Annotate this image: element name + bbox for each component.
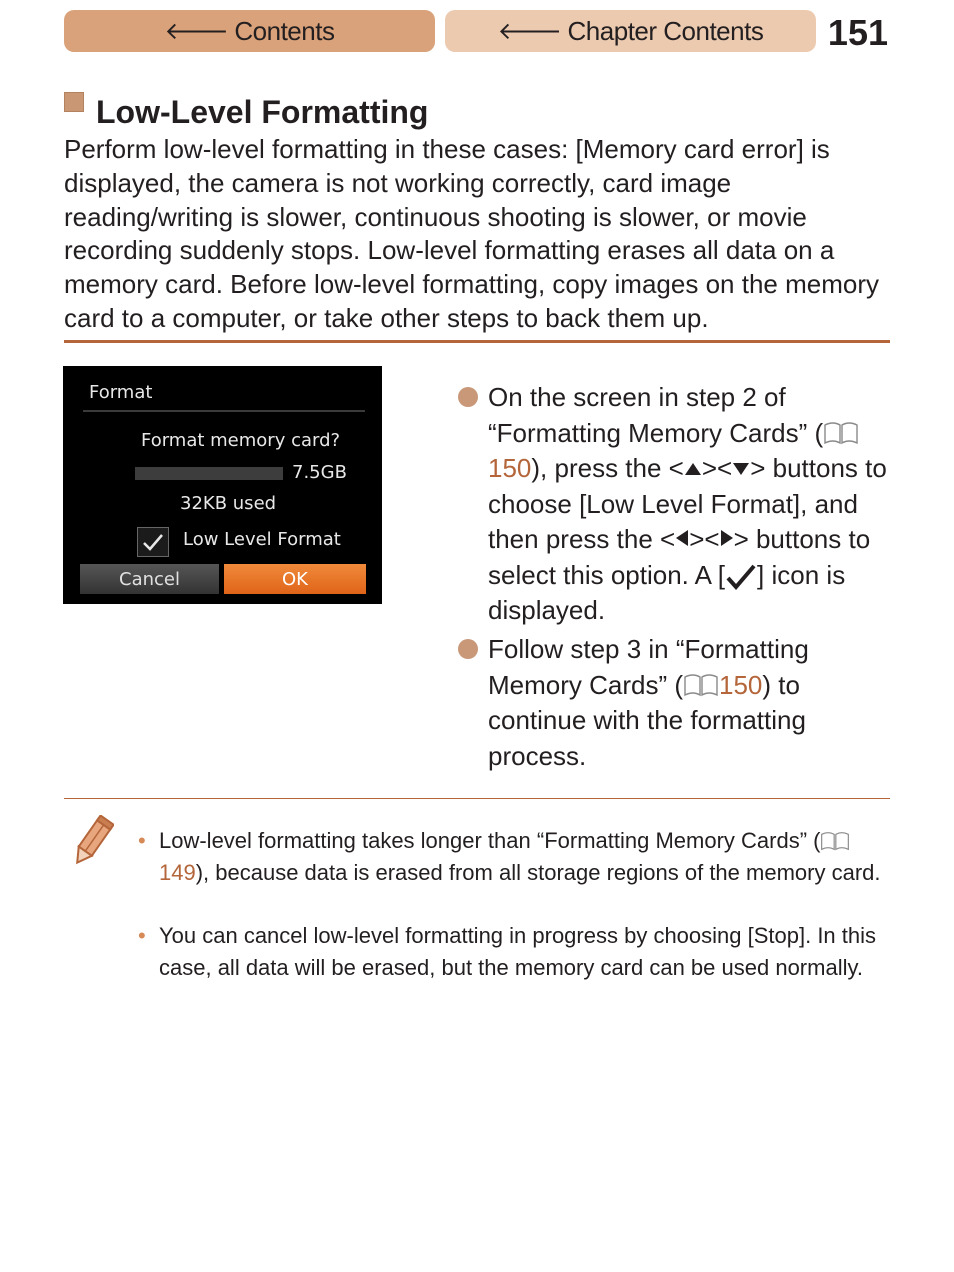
camera-capacity-value: 7.5GB [292, 462, 347, 483]
note-text-part: Low-level formatting takes longer than “Formatting Memory Cards” ( [159, 828, 821, 853]
step-text-part: >< [689, 524, 720, 554]
book-icon [820, 831, 850, 851]
note-text-part: ), because data is erased from all storage regions of the memory card. [195, 860, 881, 885]
step-item [458, 632, 888, 774]
note-bullet: • [138, 923, 146, 948]
notes-divider [64, 798, 890, 799]
camera-ok-button: OK [224, 564, 366, 594]
camera-screen-divider [83, 410, 365, 412]
contents-button[interactable] [64, 10, 435, 52]
up-triangle-icon [684, 462, 702, 476]
step-text [488, 380, 888, 629]
down-triangle-icon [732, 462, 750, 476]
left-triangle-icon [675, 529, 689, 547]
page-reference-link[interactable] [683, 670, 762, 700]
step-text-part: ] icon is displayed. [488, 559, 846, 625]
camera-screen-title: Format [89, 382, 153, 403]
section-square-icon [64, 92, 84, 112]
contents-label: Contents [234, 15, 335, 46]
checkmark-icon [725, 564, 757, 590]
step-text-part: ), press the < [531, 453, 684, 483]
page-number: 151 [827, 12, 888, 53]
camera-checkbox-label: Low Level Format [183, 529, 341, 550]
step-text-part: On the screen in step 2 of “Formatting Memory Cards” ( [488, 382, 824, 448]
section-divider [64, 340, 890, 343]
step-text-part: > buttons to choose [Low Level Format], and then press the < [488, 453, 887, 554]
camera-checkbox [137, 527, 169, 557]
book-icon [683, 673, 719, 697]
book-icon [823, 421, 859, 445]
back-arrow-icon: 🡐 [497, 18, 562, 45]
camera-capacity-bar [135, 467, 283, 480]
page-reference-number: 150 [719, 669, 763, 700]
note-bullet: • [138, 828, 146, 853]
pencil-icon [68, 815, 114, 871]
step-text-part: ) to continue with the formatting process. [488, 669, 806, 771]
chapter-contents-label: Chapter Contents [567, 15, 764, 46]
checkmark-icon [142, 532, 164, 552]
right-triangle-icon [720, 529, 734, 547]
step-text-part: >< [701, 453, 733, 483]
step-text [488, 632, 888, 774]
camera-format-question: Format memory card? [141, 430, 341, 451]
section-title: Low-Level Formatting [96, 94, 429, 130]
step-text-part: > buttons to select this option. A [ [488, 524, 871, 590]
step-item [458, 380, 888, 629]
chapter-contents-button[interactable] [445, 10, 816, 52]
camera-screen-image [63, 366, 382, 604]
bullet-icon [458, 387, 478, 407]
bullet-icon [458, 639, 478, 659]
note-text: You can cancel low-level formatting in progress by choosing [Stop]. In this case, all data will be erased, but the memory card can be used normally. [159, 923, 877, 980]
intro-paragraph: Perform low-level formatting in these cases: [Memory card error] is displayed, the camera is not working correctly, card image reading/writing is slower, continuous shooting is slower, or movie recording suddenly stops. Low-level formatting erases all data on a memory card. Before low-level formatting, copy images on the memory card to a computer, or take other steps to back them up. [64, 134, 879, 333]
step-text-part: Follow step 3 in “Formatting Memory Cards” ( [488, 634, 809, 700]
note-text [159, 825, 888, 889]
camera-cancel-button: Cancel [80, 564, 219, 594]
note-item [138, 825, 888, 889]
page-reference-number: 149 [159, 860, 196, 885]
camera-used-value: 32KB used [180, 493, 277, 514]
note-item [138, 920, 888, 984]
page-reference-number: 150 [488, 453, 532, 483]
back-arrow-icon: 🡐 [164, 18, 229, 45]
